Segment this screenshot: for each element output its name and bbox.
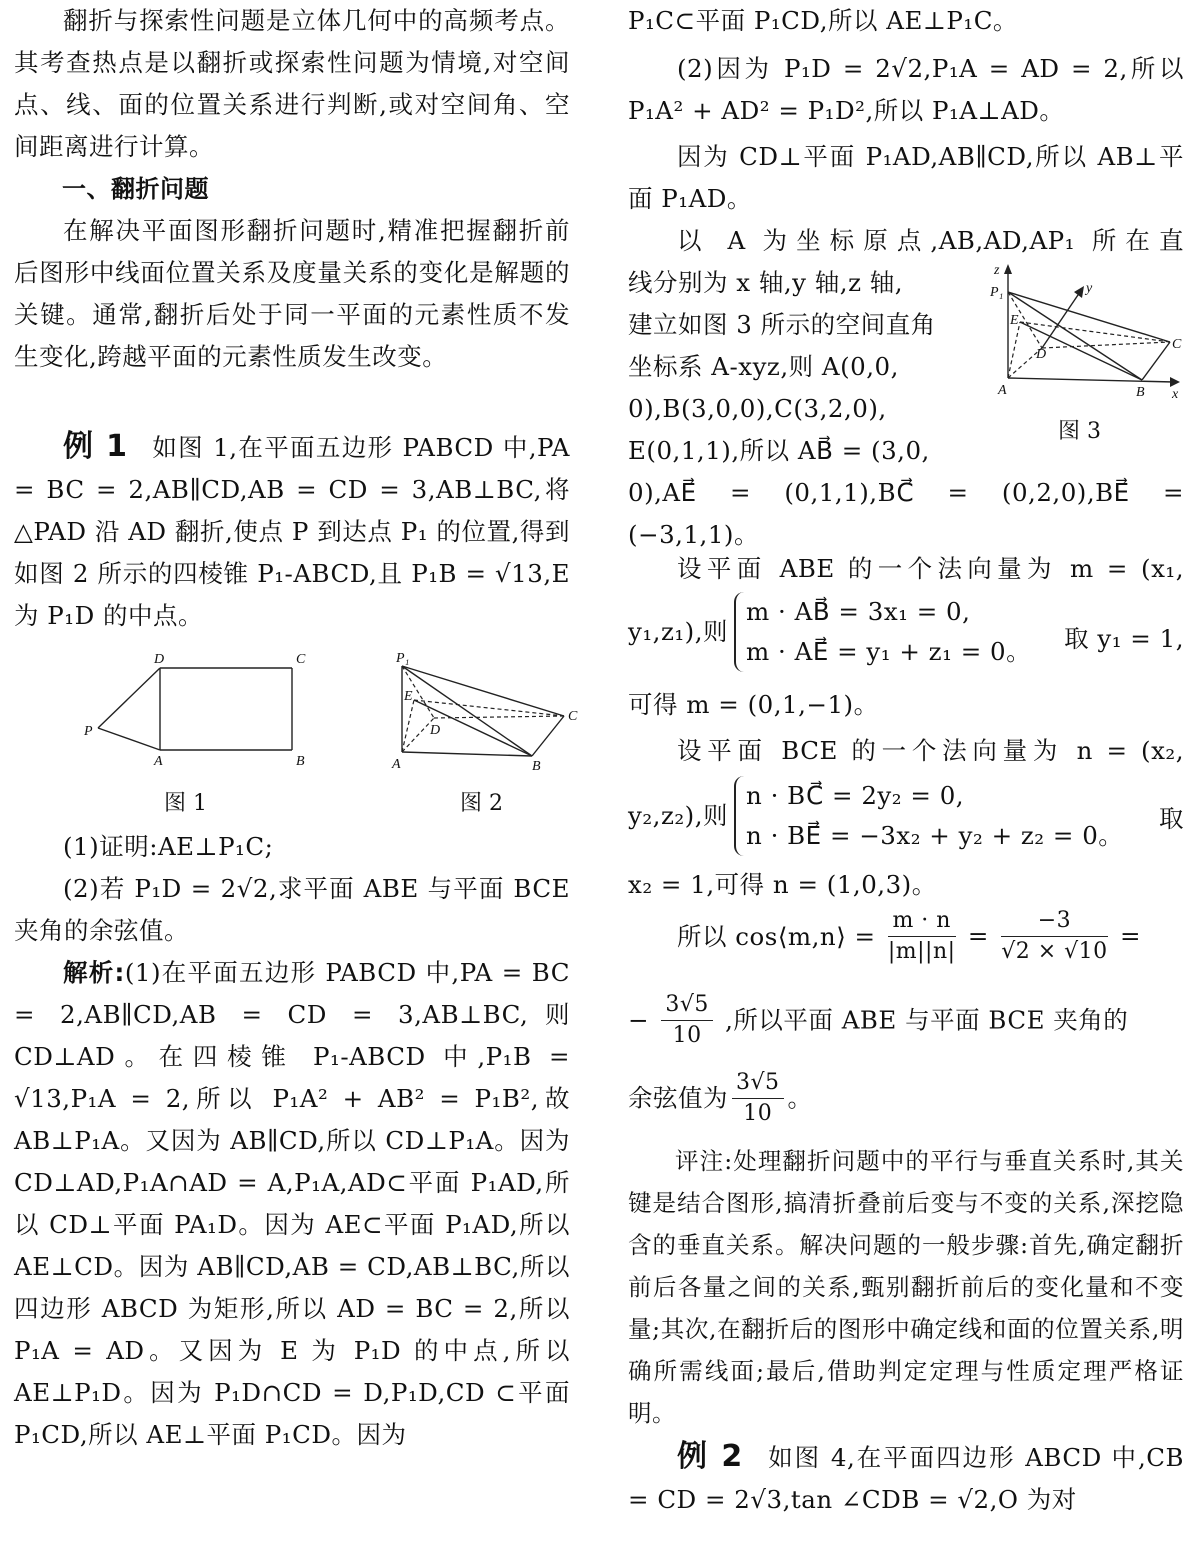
coord-line-1: 以 A 为坐标原点,AB,AD,AP₁ 所在直 xyxy=(677,226,1184,255)
fig3-label-b: B xyxy=(1136,385,1145,400)
fig1-label-d: D xyxy=(154,652,165,667)
m-eq1: m · AB⃗ = 3x₁ = 0, xyxy=(746,597,971,626)
m-eq2: m · AE⃗ = y₁ + z₁ = 0。 xyxy=(746,637,1032,666)
question-2: (2)若 P₁D = 2√2,求平面 ABE 与平面 BCE 夹角的余弦值。 xyxy=(14,874,570,945)
folding-paragraph: 在解决平面图形翻折问题时,精准把握翻折前后图形中线面位置关系及度量关系的变化是解题的关键。通常,翻折后处于同一平面的元素性质不发生变化,跨越平面的元素性质发生改变。 xyxy=(14,216,570,371)
example2-paragraph xyxy=(628,1436,1184,1521)
fig1-label-c: C xyxy=(296,652,306,667)
cos-line: 所以 cos⟨m,n⟩ = $\frac{m \cdot n}{|m||n|}$ = $\frac{-3}{√2 \times √10}$ = xyxy=(628,906,1184,982)
m-post: 取 y₁ = 1, xyxy=(1064,624,1184,653)
m-system xyxy=(628,592,1184,686)
figure-1 xyxy=(72,650,312,770)
n-eq1: n · BC⃗ = 2y₂ = 0, xyxy=(746,781,965,810)
n-result: x₂ = 1,可得 n = (1,0,3)。 xyxy=(628,870,937,899)
fig2-label-c: C xyxy=(568,709,578,724)
fig2-label-a: A xyxy=(392,757,401,772)
fig2-label-b: B xyxy=(532,759,541,774)
example1-label: 例 1 xyxy=(63,429,128,464)
fig2-label-e: E xyxy=(404,689,413,704)
cos-final-line xyxy=(628,1068,1184,1138)
cos-fraction-2: $\frac{-3}{√2 \times √10}$ xyxy=(1001,908,1108,964)
fig3-label-a: A xyxy=(998,383,1007,398)
coord-line-5: 0),B(3,0,0),C(3,2,0), xyxy=(628,394,887,423)
intro-paragraph: 翻折与探索性问题是立体几何中的高频考点。其考查热点是以翻折或探索性问题为情境,对空间点、线、面的位置关系进行判断,或对空间角、空间距离进行计算。 xyxy=(14,6,570,161)
part2-paragraph: (2)因为 P₁D = 2√2,P₁A = AD = 2,所以 P₁A² + AD² = P₁D²,所以 P₁A⊥AD。 xyxy=(628,54,1184,125)
fig3-label-p1: P₁ xyxy=(990,285,1004,300)
comment-paragraph: 评注:处理翻折问题中的平行与垂直关系时,其关键是结合图形,搞清折叠前后变与不变的关系,深挖隐含的垂直关系。解决问题的一般步骤:首先,确定翻折前后各量之间的关系,甄别翻折前后的变化量和不变量;其次,在翻折后的图形中确定线和面的位置关系,明确所需线面;最后,借助判定定理与性质定理严格证明。 xyxy=(628,1147,1184,1427)
n-equations xyxy=(734,776,1123,856)
cos-fraction-3: $\frac{3√5}{10}$ xyxy=(661,990,713,1051)
n-eq2: n · BE⃗ = −3x₂ + y₂ + z₂ = 0。 xyxy=(746,821,1124,850)
m-result: 可得 m = (0,1,−1)。 xyxy=(628,690,879,719)
fig2-label-p1: P₁ xyxy=(396,651,410,666)
cos-final-post: 。 xyxy=(787,1083,813,1113)
solution-text: (1)在平面五边形 PABCD 中,PA = BC = 2,AB∥CD,AB = CD = 3,AB⊥BC,则 CD⊥AD。在四棱锥 P₁-ABCD 中,P₁B = √13,P₁A = 2,所以 P₁A² + AB² = P₁B²,故 AB⊥P₁A。又因为 AB∥CD,所以 CD⊥P₁A。因为 CD⊥AD,P₁A∩AD = A,P₁A,AD⊂平面 P₁AD,所以 CD⊥平面 PA₁D。因为 AE⊂平面 P₁AD,所以 AE⊥CD。因为 AB∥CD,AB = CD,AB⊥BC,所以四边形 ABCD 为矩形,所以 AD = BC = 2,所以 P₁A = AD。又因为 E 为 P₁D 的中点,所以 AE⊥P₁D。因为 P₁D∩CD = D,P₁D,CD ⊂平面 P₁CD,所以 AE⊥平面 P₁CD。因为 xyxy=(14,958,570,1449)
figure-3 xyxy=(990,262,1184,402)
coord-line-3: 建立如图 3 所示的空间直角 xyxy=(628,310,936,339)
figure-2 xyxy=(382,644,592,774)
m-equations xyxy=(734,592,1031,672)
fig1-label-b: B xyxy=(296,754,305,769)
coord-line-4: 坐标系 A-xyz,则 A(0,0, xyxy=(628,352,899,381)
continuation-line: P₁C⊂平面 P₁CD,所以 AE⊥P₁C。 xyxy=(628,6,1018,35)
n-post: 取 xyxy=(1159,804,1184,833)
n-system xyxy=(628,776,1184,870)
fig3-label-y: y xyxy=(1086,281,1093,296)
coord-line-8: (−3,1,1)。 xyxy=(628,520,759,549)
question-1: (1)证明:AE⊥P₁C; xyxy=(63,832,274,861)
n-intro: 设平面 BCE 的一个法向量为 n = (x₂, xyxy=(677,736,1184,765)
cos-result-line xyxy=(628,990,1184,1066)
solution-paragraph xyxy=(14,952,570,1456)
fig3-label-d: D xyxy=(1036,347,1047,362)
fig1-label-a: A xyxy=(154,754,163,769)
cos-neg: − xyxy=(628,1005,650,1035)
right-column xyxy=(628,0,1184,1546)
figure-1-caption: 图 1 xyxy=(164,791,207,816)
cos-final-pre: 余弦值为 xyxy=(628,1083,728,1113)
n-pre: y₂,z₂),则 xyxy=(628,801,729,830)
coord-line-2: 线分别为 x 轴,y 轴,z 轴, xyxy=(628,268,904,297)
example2-label: 例 2 xyxy=(677,1439,743,1474)
cos-fraction-1: $\frac{m \cdot n}{|m||n|}$ xyxy=(887,908,956,964)
example2-text: 如图 4,在平面四边形 ABCD 中,CB = CD = 2√3,tan ∠CDB = √2,O 为对 xyxy=(628,1443,1184,1514)
example1-text: 如图 1,在平面五边形 PABCD 中,PA = BC = 2,AB∥CD,AB = CD = 3,AB⊥BC,将△PAD 沿 AD 翻折,使点 P 到达点 P₁ 的位置,得到如图 2 所示的四棱锥 P₁-ABCD,且 P₁B = √13,E 为 P₁D 的中点。 xyxy=(14,433,570,630)
figure-2-caption: 图 2 xyxy=(460,791,503,816)
fig3-label-z: z xyxy=(994,263,1000,278)
coord-line-7: 0),AE⃗ = (0,1,1),BC⃗ = (0,2,0),BE⃗ = xyxy=(628,478,1184,507)
cos-pre: 所以 cos⟨m,n⟩ = xyxy=(677,921,876,951)
solution-label: 解析: xyxy=(63,958,125,987)
figure-3-caption: 图 3 xyxy=(1058,419,1101,444)
coord-line-6: E(0,1,1),所以 AB⃗ = (3,0, xyxy=(628,436,930,465)
fig1-label-p: P xyxy=(84,724,93,739)
perpendicular-paragraph: 因为 CD⊥平面 P₁AD,AB∥CD,所以 AB⊥平面 P₁AD。 xyxy=(628,142,1184,213)
m-pre: y₁,z₁),则 xyxy=(628,617,729,646)
fig3-label-e: E xyxy=(1010,313,1019,328)
fig3-label-c: C xyxy=(1172,337,1182,352)
example1-paragraph xyxy=(14,426,570,637)
cos-fraction-4: $\frac{3√5}{10}$ xyxy=(732,1068,784,1129)
cos-mid: ,所以平面 ABE 与平面 BCE 夹角的 xyxy=(725,1005,1129,1035)
section-heading: 一、翻折问题 xyxy=(62,175,209,203)
left-column xyxy=(14,0,578,1546)
m-intro: 设平面 ABE 的一个法向量为 m = (x₁, xyxy=(677,554,1184,583)
fig2-label-d: D xyxy=(430,723,441,738)
fig3-label-x: x xyxy=(1172,387,1179,402)
